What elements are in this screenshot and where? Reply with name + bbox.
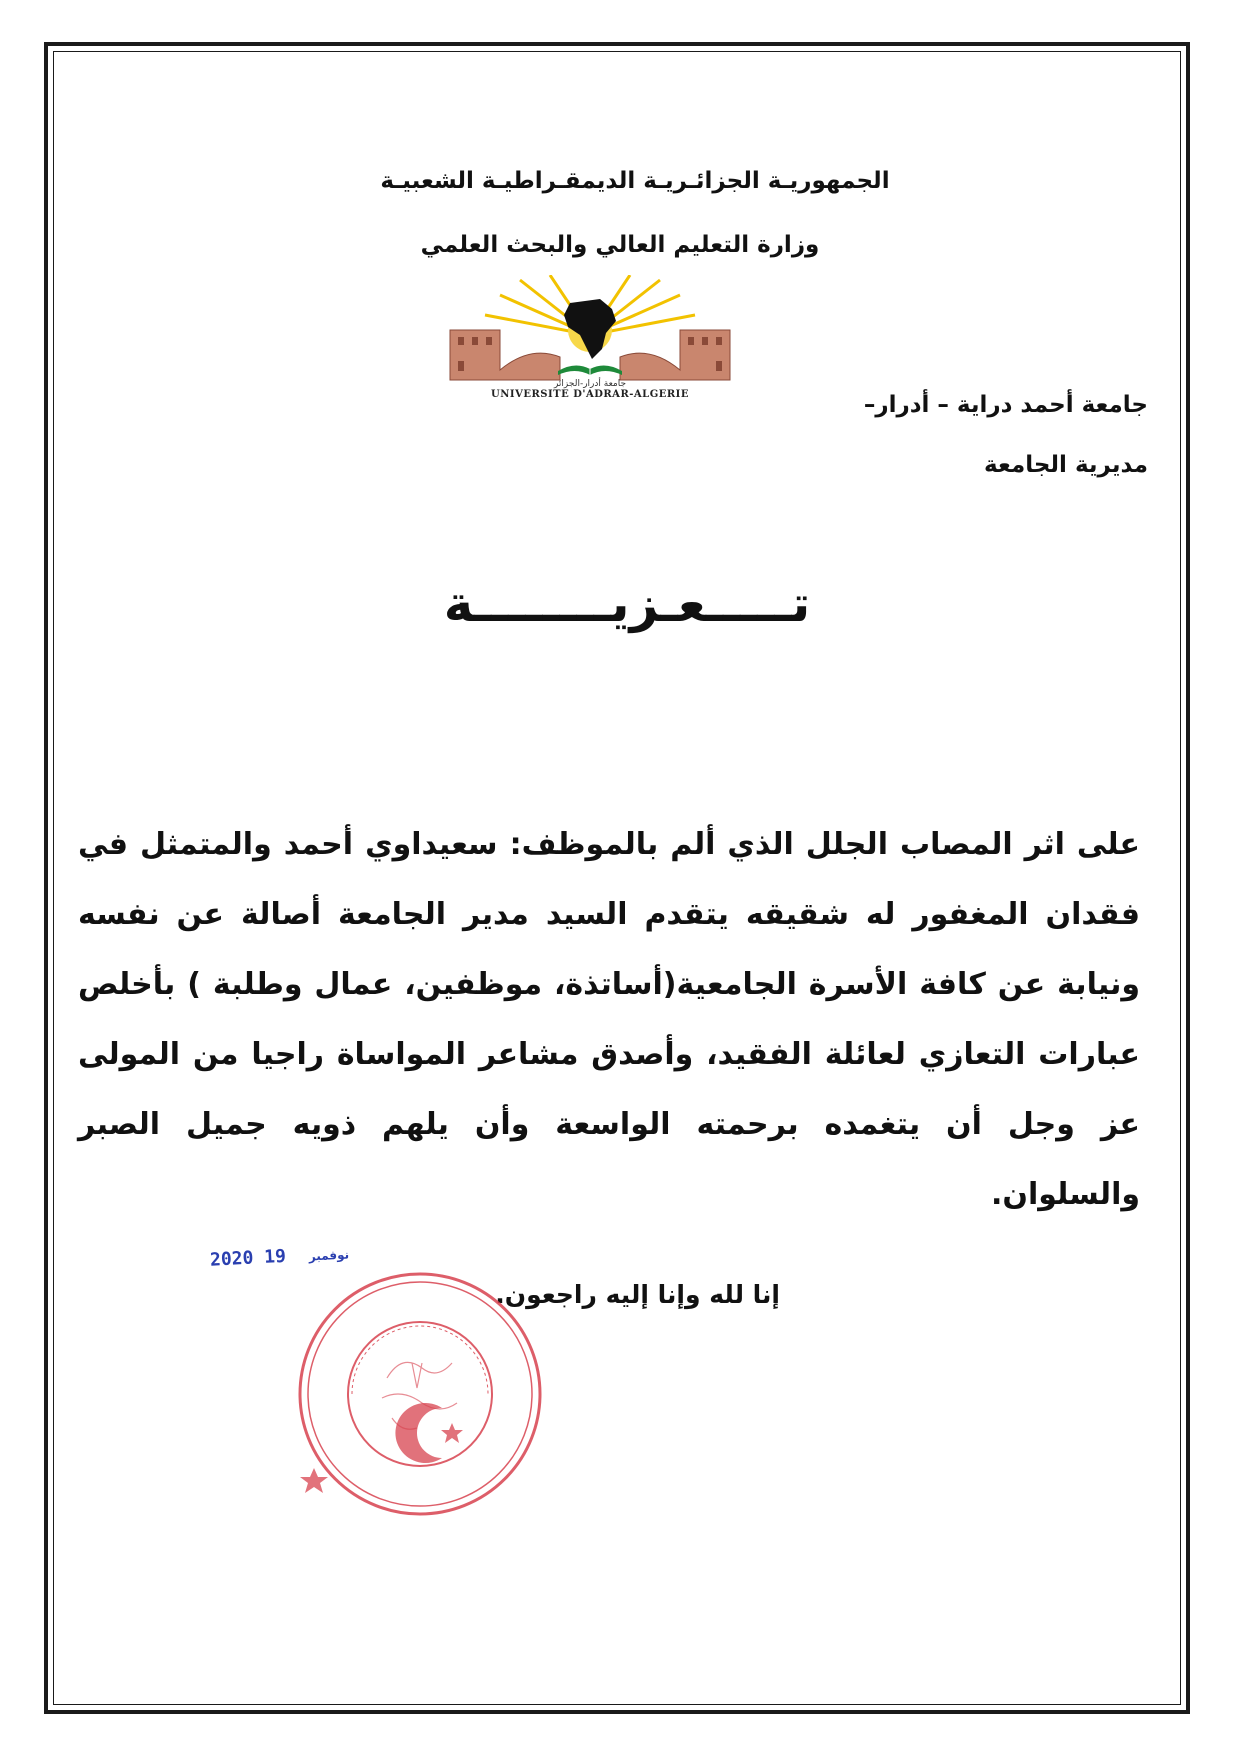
date-day: 19 xyxy=(263,1245,287,1268)
directorate-name: مديرية الجامعة xyxy=(984,452,1148,478)
ministry-heading: وزارة التعليم العالي والبحث العلمي xyxy=(420,232,820,258)
seal-star-icon xyxy=(300,1468,328,1493)
seal-crescent-icon xyxy=(395,1403,442,1463)
right-gate-graphic xyxy=(620,330,730,380)
left-gate-graphic xyxy=(450,330,560,380)
document-title: تـــــعـزيــــــــة xyxy=(443,575,811,633)
date-year: 2020 xyxy=(209,1247,254,1271)
closing-phrase: إنا لله وإنا إليه راجعون. xyxy=(495,1280,780,1309)
date-month: نوفمبر xyxy=(308,1247,350,1264)
university-name: جامعة أحمد دراية – أدرار– xyxy=(863,392,1148,418)
africa-map-icon xyxy=(564,299,616,359)
logo-caption-arabic: جامعة أدرار-الجزائر xyxy=(553,379,627,389)
university-logo xyxy=(440,275,740,400)
condolence-body: على اثر المصاب الجلل الذي ألم بالموظف: سعيداوي أحمد والمتمثل في فقدان المغفور له شقيقه يتقدم السيد مدير الجامعة أصالة عن نفسه ونيابة عن كافة الأسرة الجامعية(أساتذة، موظفين، عمال وطلبة ) بأخلص عبارات التعازي لعائلة الفقيد، وأصدق مشاعر المواساة راجيا من المولى عز وجل أن يتغمده برحمته الواسعة وأن يلهم ذويه جميل الصبر والسلوان. xyxy=(78,827,1140,1212)
republic-heading: الجمهوريـة الجزائـريـة الديمقـراطيـة الشعبيـة xyxy=(380,168,890,194)
logo-caption-french: UNIVERSITE D'ADRAR-ALGERIE xyxy=(491,389,689,400)
seal-emblem-star-icon xyxy=(441,1423,463,1443)
official-seal xyxy=(292,1268,548,1520)
